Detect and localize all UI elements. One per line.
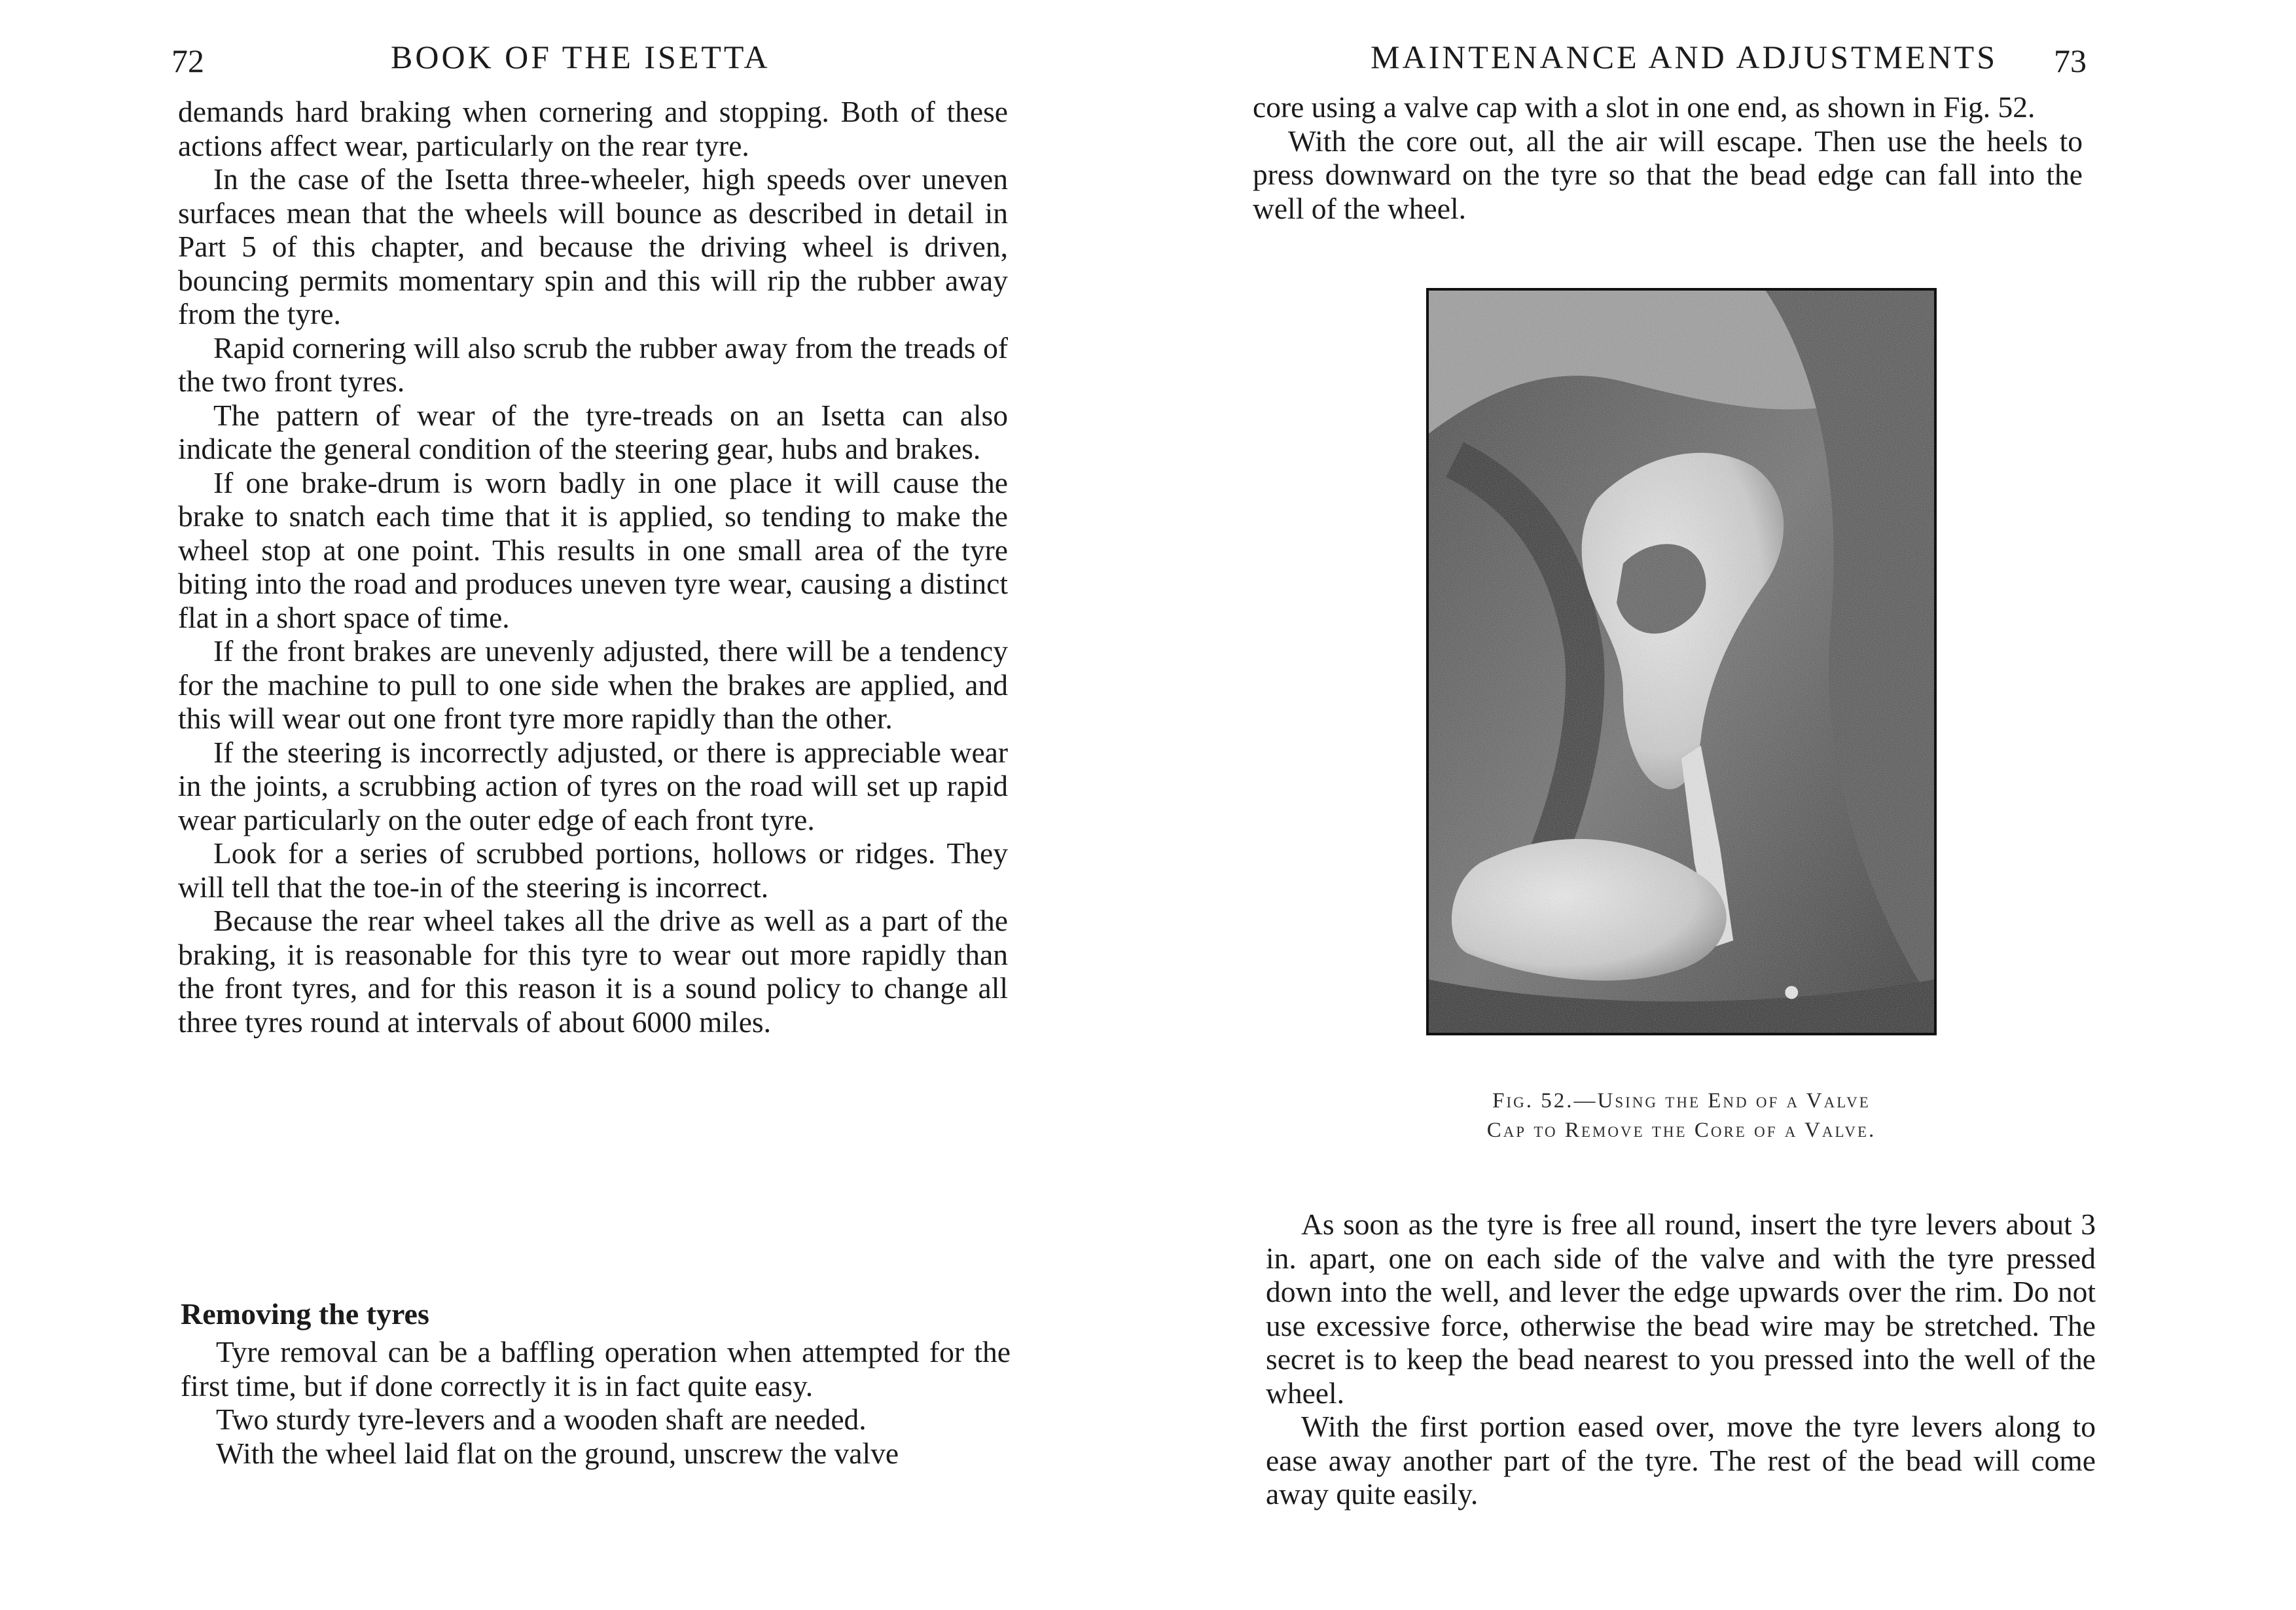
right-body-text-top bbox=[1253, 90, 2083, 225]
left-body-text-2 bbox=[181, 1335, 1011, 1470]
paragraph: Look for a series of scrubbed portions, hollows or ridges. They will tell that the toe-in of the steering is incorrect. bbox=[178, 836, 1008, 904]
paragraph: Rapid cornering will also scrub the rubber away from the treads of the two front tyres. bbox=[178, 331, 1008, 398]
paragraph: As soon as the tyre is free all round, insert the tyre levers about 3 in. apart, one on each side of the valve and with the tyre pressed down into the well, and lever the edge upwards over the rim. Do not use excessive force, otherwise the bead wire may be stretched. The secret is to keep the bead nearest to you pressed into the well of the wheel. bbox=[1266, 1208, 2096, 1410]
running-head-left: BOOK OF THE ISETTA bbox=[391, 39, 770, 75]
running-head-right: MAINTENANCE AND ADJUSTMENTS bbox=[1371, 39, 1998, 75]
paragraph: With the first portion eased over, move the tyre levers along to ease away another part of the tyre. The rest of the bead will come away quite easily. bbox=[1266, 1410, 2096, 1511]
paragraph: If one brake-drum is worn badly in one place it will cause the brake to snatch each time that it is applied, so tending to make the wheel stop at one point. This results in one small area of the tyre biting into the road and produces uneven tyre wear, causing a distinct flat in a short space of time. bbox=[178, 465, 1008, 634]
right-body-text-bottom bbox=[1266, 1208, 2096, 1511]
paragraph: Tyre removal can be a baffling operation when attempted for the first time, but if done correctly it is in fact quite easy. bbox=[181, 1335, 1011, 1403]
paragraph: The pattern of wear of the tyre-treads on an Isetta can also indicate the general condition of the steering gear, hubs and brakes. bbox=[178, 398, 1008, 465]
paragraph: With the core out, all the air will escape. Then use the heels to press downward on the tyre so that the bead edge can fall into the well of the wheel. bbox=[1253, 124, 2083, 225]
paragraph: Because the rear wheel takes all the drive as well as a part of the braking, it is reasonable for this tyre to wear out more rapidly than the front tyres, and for this reason it is a sound policy to change all three tyres round at intervals of about 6000 miles. bbox=[178, 904, 1008, 1039]
left-body-text bbox=[178, 95, 1008, 1039]
figure-caption bbox=[1426, 1086, 1937, 1145]
page-number-left: 72 bbox=[171, 43, 204, 79]
figure-valve-photo bbox=[1426, 288, 1937, 1035]
paragraph: demands hard braking when cornering and stopping. Both of these actions affect wear, particularly on the rear tyre. bbox=[178, 95, 1008, 162]
valve-cap-photo-illustration bbox=[1429, 291, 1934, 1033]
paragraph: With the wheel laid flat on the ground, unscrew the valve bbox=[216, 1436, 899, 1470]
paragraph: core using a valve cap with a slot in one end, as shown in Fig. 52. bbox=[1253, 90, 2036, 124]
section-heading: Removing the tyres bbox=[181, 1297, 429, 1331]
paragraph: If the front brakes are unevenly adjusted, there will be a tendency for the machine to pull to one side when the brakes are applied, and this will wear out one front tyre more rapidly than the other. bbox=[178, 634, 1008, 735]
paragraph: Two sturdy tyre-levers and a wooden shaft are needed. bbox=[216, 1403, 867, 1436]
right-page bbox=[1148, 0, 2296, 1610]
page-number-right: 73 bbox=[2054, 43, 2087, 79]
paragraph: If the steering is incorrectly adjusted, or there is appreciable wear in the joints, a scrubbing action of tyres on the road will set up rapid wear particularly on the outer edge of each front tyre. bbox=[178, 735, 1008, 836]
figure-caption-line-2: Cap to Remove the Core of a Valve. bbox=[1486, 1118, 1876, 1142]
figure-caption-line-1: Fig. 52.—Using the End of a Valve bbox=[1492, 1089, 1871, 1113]
paragraph: In the case of the Isetta three-wheeler, high speeds over uneven surfaces mean that the wheels will bounce as described in detail in Part 5 of this chapter, and because the driving wheel is driven, bouncing permits momentary spin and this will rip the rubber away from the tyre. bbox=[178, 162, 1008, 331]
